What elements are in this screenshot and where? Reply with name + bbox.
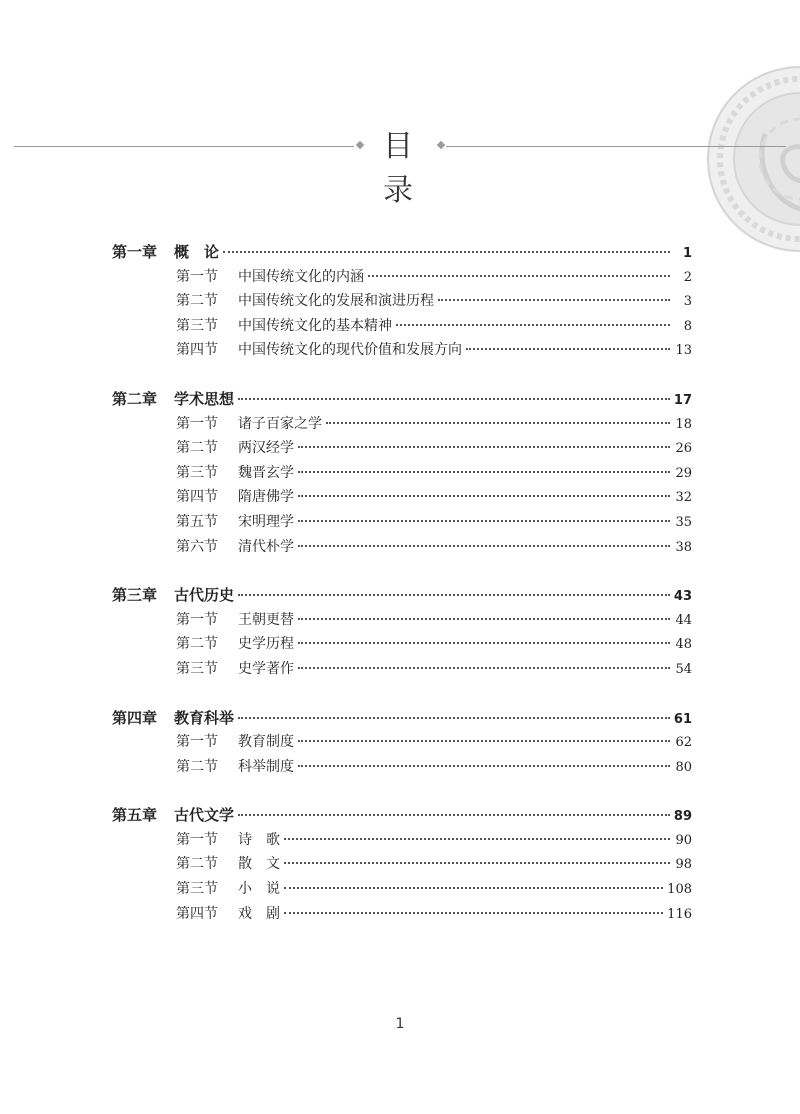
section-page: 8 (683, 318, 692, 334)
section-number: 第六节 (176, 538, 218, 555)
chapter-entry[interactable] (112, 583, 692, 608)
section-number: 第五节 (176, 513, 218, 530)
page-title: 目录 (383, 129, 417, 208)
section-title: 两汉经学 (238, 440, 294, 457)
section-title: 魏晋玄学 (238, 464, 294, 481)
dot-leader (238, 814, 670, 816)
section-title: 史学著作 (238, 660, 294, 677)
dot-leader (298, 642, 670, 644)
section-number: 第二节 (176, 293, 218, 310)
chapter-block (112, 803, 692, 926)
section-page: 26 (675, 441, 692, 457)
section-number: 第三节 (176, 464, 218, 481)
section-title: 中国传统文化的基本精神 (238, 317, 392, 334)
section-entry[interactable] (112, 314, 692, 339)
section-number: 第二节 (176, 440, 218, 457)
section-title: 科举制度 (238, 758, 294, 775)
section-title: 清代朴学 (238, 538, 294, 555)
chapter-title: 古代文学 (174, 806, 235, 825)
section-entry[interactable] (112, 852, 692, 877)
dot-leader (396, 324, 670, 326)
chapter-entry[interactable] (112, 387, 692, 412)
section-page: 44 (675, 612, 692, 628)
chapter-block (112, 387, 692, 559)
chapter-number: 第三章 (112, 586, 158, 605)
table-of-contents (112, 240, 692, 950)
section-page: 13 (675, 343, 692, 359)
dot-leader (284, 838, 670, 840)
section-number: 第一节 (176, 611, 218, 628)
chapter-number: 第二章 (112, 389, 158, 408)
section-title: 教育制度 (238, 734, 294, 751)
chapter-title: 学术思想 (174, 389, 235, 408)
chapter-entry[interactable] (112, 240, 692, 265)
section-entry[interactable] (112, 535, 692, 560)
section-entry[interactable] (112, 730, 692, 755)
chapter-page: 61 (673, 711, 692, 727)
section-entry[interactable] (112, 436, 692, 461)
page-number: 1 (395, 1016, 405, 1032)
section-number: 第二节 (176, 636, 218, 653)
section-title: 诸子百家之学 (238, 415, 322, 432)
section-number: 第四节 (176, 905, 218, 922)
section-title: 宋明理学 (238, 513, 294, 530)
section-page: 32 (675, 490, 692, 506)
section-entry[interactable] (112, 902, 692, 927)
chapter-page: 17 (673, 392, 692, 408)
section-page: 18 (675, 416, 692, 432)
dot-leader (298, 520, 670, 522)
chapter-entry[interactable] (112, 706, 692, 731)
section-entry[interactable] (112, 828, 692, 853)
title-divider-left (14, 146, 354, 147)
chapter-number: 第一章 (112, 243, 158, 261)
dot-leader (298, 471, 670, 473)
section-title: 中国传统文化的现代价值和发展方向 (238, 342, 462, 359)
section-title: 戏 剧 (238, 905, 280, 922)
section-entry[interactable] (112, 265, 692, 290)
section-title: 王朝更替 (238, 611, 294, 628)
chapter-entry[interactable] (112, 803, 692, 828)
section-entry[interactable] (112, 461, 692, 486)
chapter-page: 89 (673, 809, 692, 825)
section-page: 90 (675, 832, 692, 848)
section-entry[interactable] (112, 877, 692, 902)
section-entry[interactable] (112, 632, 692, 657)
dot-leader (298, 618, 670, 620)
section-page: 29 (675, 465, 692, 481)
section-page: 62 (675, 735, 692, 751)
dot-leader (298, 765, 670, 767)
section-number: 第一节 (176, 415, 218, 432)
dot-leader (284, 887, 663, 889)
dot-leader (368, 275, 670, 277)
section-page: 48 (675, 637, 692, 653)
dot-leader (284, 912, 663, 914)
dot-leader (326, 422, 670, 424)
section-entry[interactable] (112, 657, 692, 682)
section-number: 第一节 (176, 831, 218, 848)
section-page: 108 (667, 882, 692, 898)
section-page: 98 (675, 857, 692, 873)
chapter-page: 43 (673, 589, 692, 605)
chapter-block (112, 706, 692, 780)
section-number: 第二节 (176, 758, 218, 775)
dot-leader (238, 398, 670, 400)
chapter-title: 古代历史 (174, 586, 235, 605)
section-page: 80 (675, 759, 692, 775)
section-entry[interactable] (112, 608, 692, 633)
dot-leader (298, 667, 670, 669)
section-page: 116 (667, 906, 692, 922)
section-entry[interactable] (112, 755, 692, 780)
toc-title-bar (14, 125, 786, 208)
section-entry[interactable] (112, 510, 692, 535)
section-number: 第四节 (176, 489, 218, 506)
section-number: 第三节 (176, 660, 218, 677)
title-diamond-left (356, 141, 364, 149)
section-number: 第四节 (176, 342, 218, 359)
section-entry[interactable] (112, 412, 692, 437)
dot-leader (298, 495, 670, 497)
section-entry[interactable] (112, 338, 692, 363)
dot-leader (466, 348, 670, 350)
section-title: 中国传统文化的发展和演进历程 (238, 293, 434, 310)
section-entry[interactable] (112, 289, 692, 314)
dot-leader (223, 251, 670, 253)
section-number: 第一节 (176, 268, 218, 285)
dot-leader (238, 717, 670, 719)
section-title: 隋唐佛学 (238, 489, 294, 506)
chapter-page: 1 (682, 246, 692, 261)
dot-leader (238, 594, 670, 596)
chapter-title: 教育科举 (174, 708, 235, 727)
section-title: 小 说 (238, 881, 280, 898)
chapter-title: 概 论 (174, 243, 220, 261)
section-page: 2 (683, 269, 692, 285)
dot-leader (284, 862, 670, 864)
chapter-number: 第五章 (112, 806, 158, 825)
section-number: 第一节 (176, 734, 218, 751)
section-entry[interactable] (112, 485, 692, 510)
chapter-block (112, 583, 692, 681)
section-title: 史学历程 (238, 636, 294, 653)
dot-leader (298, 740, 670, 742)
section-page: 38 (675, 539, 692, 555)
dot-leader (438, 299, 670, 301)
chapter-block (112, 240, 692, 363)
title-divider-right (446, 146, 786, 147)
chapter-number: 第四章 (112, 708, 158, 727)
section-number: 第二节 (176, 856, 218, 873)
title-diamond-right (437, 141, 445, 149)
section-page: 54 (675, 661, 692, 677)
section-page: 3 (683, 294, 692, 310)
dot-leader (298, 446, 670, 448)
section-title: 散 文 (238, 856, 280, 873)
dot-leader (298, 545, 670, 547)
section-title: 诗 歌 (238, 831, 280, 848)
section-number: 第三节 (176, 317, 218, 334)
section-title: 中国传统文化的内涵 (238, 268, 364, 285)
section-number: 第三节 (176, 881, 218, 898)
section-page: 35 (675, 514, 692, 530)
